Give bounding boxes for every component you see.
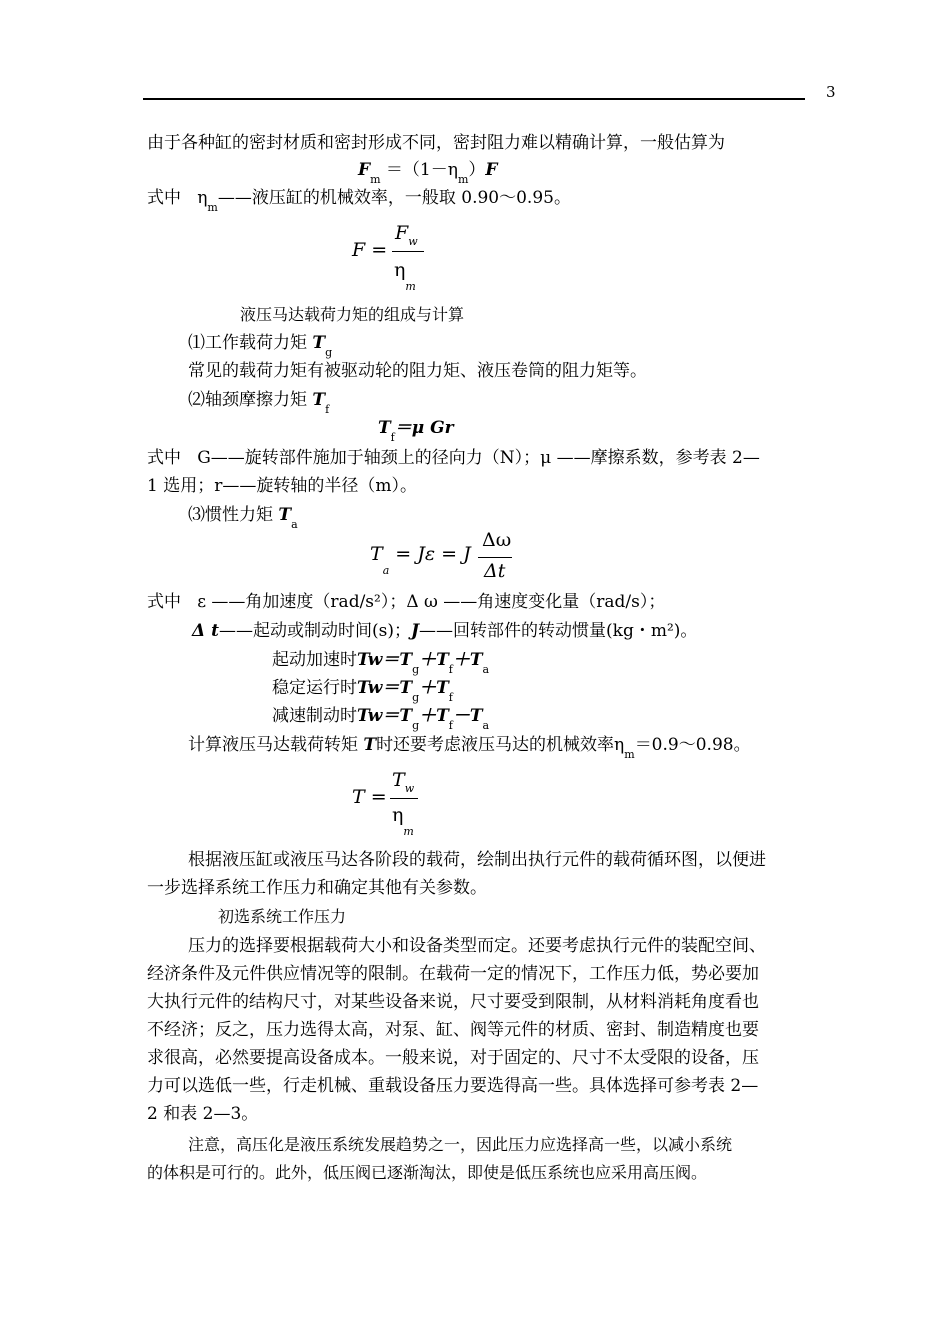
where-inertia-b: [192, 621, 697, 641]
den-sym: η: [392, 804, 404, 826]
formula-t-den: [392, 804, 414, 838]
item-sym: T: [312, 390, 326, 410]
item-sym: T: [278, 505, 292, 525]
case-label: 减速制动时: [272, 706, 357, 726]
case-expr: －T: [452, 706, 483, 726]
header-rule: [143, 98, 805, 100]
formula-mid: = Jε = J: [395, 543, 471, 565]
formula-f-num: [395, 223, 418, 246]
where-prefix: 式中: [147, 592, 181, 612]
page-number: 3: [826, 83, 836, 101]
fraction-bar: [478, 557, 512, 558]
paragraph-pressure-line: 压力的选择要根据载荷大小和设备类型而定。还要考虑执行元件的装配空间、: [188, 936, 766, 956]
case-label: 稳定运行时: [272, 678, 357, 698]
den-sym: η: [394, 259, 406, 281]
formula-friction-force: [358, 160, 498, 186]
case-start-accel: [272, 650, 490, 676]
case-expr: Tw＝T: [357, 650, 413, 670]
item-label: ⑴工作载荷力矩: [188, 333, 307, 353]
section-heading-pressure: 初选系统工作压力: [218, 907, 347, 926]
t-symbol: T: [363, 735, 377, 755]
formula-sub: a: [382, 564, 390, 577]
formula-close: ）: [468, 160, 486, 180]
item-label: ⑵轴颈摩擦力矩: [188, 390, 307, 410]
text: ＝0.9～0.98。: [634, 735, 751, 755]
text: 时还要考虑液压马达的机械效率η: [376, 735, 625, 755]
eta-sub: m: [207, 201, 218, 214]
where-friction-b: [147, 476, 417, 496]
item-sub: a: [291, 518, 298, 531]
paragraph-load-cycle-1: 根据液压缸或液压马达各阶段的载荷，绘制出执行元件的载荷循环图，以便进: [188, 850, 766, 870]
case-expr: Tw＝T: [357, 706, 413, 726]
formula-t-lhs: T =: [352, 786, 387, 808]
case-label: 起动加速时: [272, 650, 357, 670]
paragraph-note-line: 的体积是可行的。此外，低压阀已逐渐淘汰，即使是低压系统也应采用高压阀。: [147, 1163, 708, 1182]
where-friction-a: [147, 448, 760, 468]
item-journal-friction: [188, 390, 330, 416]
paragraph-pressure-line: 求很高，必然要提高设备成本。一般来说，对于固定的、尺寸不太受限的设备，压: [147, 1048, 759, 1068]
num-sub: w: [408, 235, 418, 248]
paragraph-note-line: 注意，高压化是液压系统发展趋势之一，因此压力应选择高一些，以减小系统: [188, 1135, 733, 1154]
formula-f-lhs: F =: [352, 239, 388, 261]
paragraph-pressure-line: 不经济；反之，压力选得太高，对泵、缸、阀等元件的材质、密封、制造精度也要: [147, 1020, 759, 1040]
paragraph-motor-torque: [188, 735, 751, 761]
formula-sub: f: [390, 431, 395, 444]
where-text: ——回转部件的转动惯量(kg・m²)。: [419, 621, 698, 641]
num-sym: T: [392, 769, 405, 791]
case-sub: f: [448, 719, 453, 732]
paragraph-pressure-line: 大执行元件的结构尺寸，对某些设备来说，尺寸要受到限制，从材料消耗角度看也: [147, 992, 759, 1012]
where-efficiency: [147, 188, 571, 214]
formula-rhs: ＝μ Gr: [394, 418, 454, 438]
case-expr: ＋T: [419, 706, 449, 726]
paragraph-pressure-line: 力可以选低一些，行走机械、重载设备压力要选得高一些。具体选择可参考表 2—: [147, 1076, 759, 1096]
case-expr: ＋T: [419, 650, 449, 670]
where-prefix: 式中: [147, 448, 181, 468]
paragraph-pressure-line: 2 和表 2—3。: [147, 1104, 259, 1124]
paragraph-pressure-line: 经济条件及元件供应情况等的限制。在载荷一定的情况下，工作压力低，势必要加: [147, 964, 759, 984]
formula-sub: m: [457, 173, 469, 186]
formula-inertia-lhs: [370, 543, 471, 577]
case-expr: Tw＝T: [357, 678, 413, 698]
case-decel: [272, 706, 490, 732]
case-sub: a: [482, 719, 490, 732]
item-working-torque: [188, 333, 333, 359]
formula-t-num: [392, 770, 414, 793]
where-inertia-a: [147, 592, 665, 612]
formula-sub: m: [370, 173, 381, 186]
text: 计算液压马达载荷转矩: [188, 735, 358, 755]
den-sub: m: [405, 280, 416, 293]
formula-lhs: F: [358, 160, 371, 180]
eta-symbol: η: [197, 188, 208, 208]
item-inertia-torque: [188, 505, 298, 531]
fraction-bar: [392, 251, 424, 252]
item-sub: g: [325, 346, 333, 359]
case-expr: ＋T: [419, 678, 449, 698]
formula-friction-torque: [378, 418, 454, 444]
den-sub: m: [403, 825, 414, 838]
formula-rhs: F: [485, 160, 498, 180]
delta-t: Δ t: [192, 621, 219, 641]
eta-sub: m: [624, 748, 635, 761]
formula-inertia-num: Δω: [482, 529, 512, 551]
j-symbol: J: [410, 621, 420, 641]
paragraph-load-cycle-2: 一步选择系统工作压力和确定其他有关参数。: [147, 878, 487, 898]
where-text: ε ——角加速度（rad/s²）；Δ ω ——角速度变化量（rad/s）；: [197, 592, 666, 612]
num-sub: w: [404, 782, 415, 795]
formula-inertia-den: Δt: [484, 560, 506, 582]
paragraph-seal-resistance: 由于各种缸的密封材质和密封形成不同，密封阻力难以精确计算，一般估算为: [147, 133, 725, 153]
item-working-torque-text: 常见的载荷力矩有被驱动轮的阻力矩、液压卷筒的阻力矩等。: [188, 361, 647, 381]
where-text: ——液压缸的机械效率，一般取 0.90～0.95。: [217, 188, 571, 208]
item-sub: f: [325, 403, 330, 416]
item-label: ⑶惯性力矩: [188, 505, 273, 525]
case-sub: g: [412, 691, 420, 704]
case-expr: ＋T: [452, 650, 483, 670]
section-heading-motor-torque: 液压马达载荷力矩的组成与计算: [240, 305, 465, 324]
case-sub: g: [412, 663, 420, 676]
where-text: ——起动或制动时间(s)；: [218, 621, 411, 641]
case-sub: g: [412, 719, 420, 732]
where-prefix: 式中: [147, 188, 181, 208]
case-steady: [272, 678, 453, 704]
item-sym: T: [312, 333, 326, 353]
where-text: 1 选用；: [147, 476, 215, 496]
formula-f-den: [394, 259, 416, 293]
formula-eq: ＝（1－η: [385, 160, 458, 180]
case-sub: f: [448, 663, 453, 676]
formula-lhs: T: [370, 543, 383, 565]
where-text: r——旋转轴的半径（m）。: [214, 476, 417, 496]
case-sub: f: [448, 691, 453, 704]
case-sub: a: [482, 663, 490, 676]
where-text: G——旋转部件施加于轴颈上的径向力（N）；μ ——摩擦系数，参考表 2—: [197, 448, 760, 468]
fraction-bar: [390, 798, 418, 799]
formula-lhs: T: [378, 418, 391, 438]
num-sym: F: [395, 222, 409, 244]
